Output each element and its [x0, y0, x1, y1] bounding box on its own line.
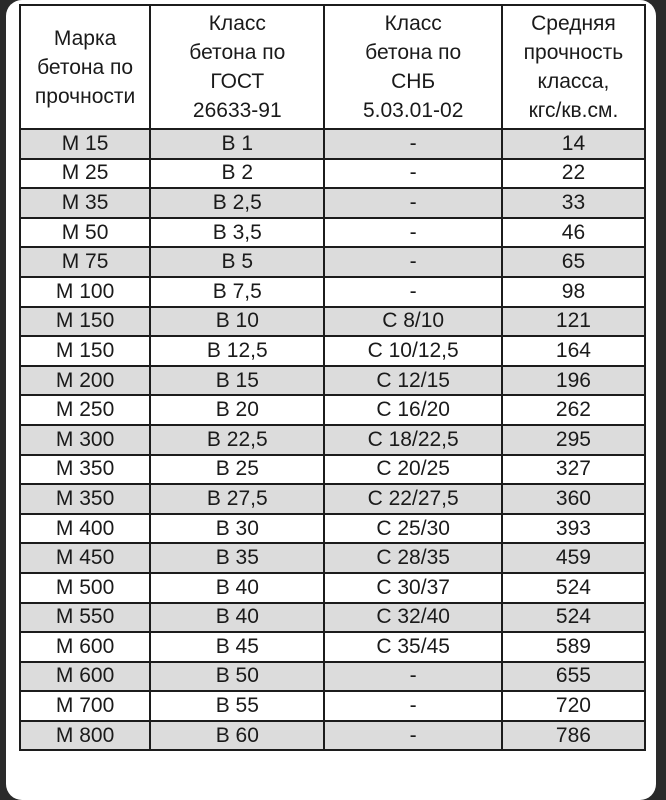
- class-snb-cell: -: [324, 247, 501, 277]
- table-row: [20, 662, 645, 692]
- avg-strength-cell: 589: [502, 632, 645, 662]
- class-gost-cell: В 60: [150, 721, 324, 751]
- avg-strength-cell: 196: [502, 366, 645, 396]
- header-line: СНБ: [391, 70, 436, 93]
- table-row: [20, 218, 645, 248]
- grade-cell: М 400: [20, 514, 150, 544]
- class-gost-cell: В 45: [150, 632, 324, 662]
- header-line: бетона по: [365, 41, 462, 64]
- class-gost-cell: В 35: [150, 543, 324, 573]
- header-line: прочность: [523, 41, 624, 64]
- class-snb-cell: С 16/20: [324, 395, 501, 425]
- class-gost-cell: В 10: [150, 307, 324, 337]
- header-class-snb: [324, 5, 501, 129]
- header-line: кгс/кв.см.: [528, 99, 619, 122]
- table-row: [20, 159, 645, 189]
- grade-cell: М 450: [20, 543, 150, 573]
- avg-strength-cell: 295: [502, 425, 645, 455]
- table-row: [20, 721, 645, 751]
- avg-strength-cell: 459: [502, 543, 645, 573]
- table-header: [20, 5, 645, 129]
- class-snb-cell: -: [324, 129, 501, 159]
- table-row: [20, 247, 645, 277]
- avg-strength-cell: 655: [502, 662, 645, 692]
- grade-cell: М 75: [20, 247, 150, 277]
- table-row: [20, 425, 645, 455]
- table-row: [20, 632, 645, 662]
- grade-cell: М 35: [20, 188, 150, 218]
- class-gost-cell: В 7,5: [150, 277, 324, 307]
- header-line: ГОСТ: [210, 70, 265, 93]
- header-class-gost: [150, 5, 324, 129]
- avg-strength-cell: 720: [502, 691, 645, 721]
- header-avg-strength: [502, 5, 645, 129]
- class-snb-cell: С 22/27,5: [324, 484, 501, 514]
- header-line: бетона по: [37, 55, 134, 79]
- table-row: [20, 366, 645, 396]
- grade-cell: М 800: [20, 721, 150, 751]
- grade-cell: М 150: [20, 307, 150, 337]
- avg-strength-cell: 65: [502, 247, 645, 277]
- class-gost-cell: В 12,5: [150, 336, 324, 366]
- grade-cell: М 600: [20, 662, 150, 692]
- avg-strength-cell: 524: [502, 603, 645, 633]
- avg-strength-cell: 262: [502, 395, 645, 425]
- class-gost-cell: В 15: [150, 366, 324, 396]
- class-snb-cell: С 32/40: [324, 603, 501, 633]
- table-row: [20, 129, 645, 159]
- class-gost-cell: В 50: [150, 662, 324, 692]
- header-line: класса,: [537, 70, 610, 93]
- class-snb-cell: С 25/30: [324, 514, 501, 544]
- header-line: прочности: [34, 84, 136, 108]
- grade-cell: М 550: [20, 603, 150, 633]
- class-gost-cell: В 5: [150, 247, 324, 277]
- header-grade: [20, 5, 150, 129]
- class-snb-cell: -: [324, 277, 501, 307]
- grade-cell: М 100: [20, 277, 150, 307]
- class-snb-cell: С 28/35: [324, 543, 501, 573]
- class-snb-cell: -: [324, 188, 501, 218]
- class-gost-cell: В 2: [150, 159, 324, 189]
- class-gost-cell: В 25: [150, 455, 324, 485]
- table-body: [20, 129, 645, 750]
- grade-cell: М 350: [20, 455, 150, 485]
- table-row: [20, 691, 645, 721]
- avg-strength-cell: 327: [502, 455, 645, 485]
- class-gost-cell: В 3,5: [150, 218, 324, 248]
- class-snb-cell: -: [324, 721, 501, 751]
- class-gost-cell: В 40: [150, 573, 324, 603]
- table-row: [20, 307, 645, 337]
- document-frame: [6, 0, 656, 800]
- avg-strength-cell: 46: [502, 218, 645, 248]
- avg-strength-cell: 33: [502, 188, 645, 218]
- class-gost-cell: В 22,5: [150, 425, 324, 455]
- header-line: Марка: [53, 26, 117, 50]
- table-row: [20, 514, 645, 544]
- grade-cell: М 300: [20, 425, 150, 455]
- header-line: 5.03.01-02: [362, 99, 464, 122]
- table-row: [20, 395, 645, 425]
- class-snb-cell: С 12/15: [324, 366, 501, 396]
- table-row: [20, 455, 645, 485]
- table-row: [20, 543, 645, 573]
- class-snb-cell: -: [324, 218, 501, 248]
- header-line: Класс: [384, 12, 442, 35]
- header-row: [20, 5, 645, 129]
- grade-cell: М 350: [20, 484, 150, 514]
- grade-cell: М 250: [20, 395, 150, 425]
- grade-cell: М 700: [20, 691, 150, 721]
- grade-cell: М 25: [20, 159, 150, 189]
- class-snb-cell: С 18/22,5: [324, 425, 501, 455]
- concrete-grade-table: [19, 4, 646, 751]
- class-gost-cell: В 20: [150, 395, 324, 425]
- avg-strength-cell: 360: [502, 484, 645, 514]
- avg-strength-cell: 786: [502, 721, 645, 751]
- class-gost-cell: В 30: [150, 514, 324, 544]
- header-line: Средняя: [531, 12, 616, 35]
- avg-strength-cell: 164: [502, 336, 645, 366]
- grade-cell: М 500: [20, 573, 150, 603]
- avg-strength-cell: 14: [502, 129, 645, 159]
- grade-cell: М 50: [20, 218, 150, 248]
- avg-strength-cell: 121: [502, 307, 645, 337]
- class-gost-cell: В 2,5: [150, 188, 324, 218]
- class-snb-cell: -: [324, 691, 501, 721]
- class-snb-cell: С 35/45: [324, 632, 501, 662]
- class-gost-cell: В 27,5: [150, 484, 324, 514]
- class-snb-cell: С 8/10: [324, 307, 501, 337]
- class-gost-cell: В 55: [150, 691, 324, 721]
- class-snb-cell: С 20/25: [324, 455, 501, 485]
- class-snb-cell: С 10/12,5: [324, 336, 501, 366]
- table-row: [20, 188, 645, 218]
- class-snb-cell: -: [324, 662, 501, 692]
- avg-strength-cell: 98: [502, 277, 645, 307]
- table-row: [20, 603, 645, 633]
- grade-cell: М 600: [20, 632, 150, 662]
- grade-cell: М 150: [20, 336, 150, 366]
- class-snb-cell: С 30/37: [324, 573, 501, 603]
- avg-strength-cell: 393: [502, 514, 645, 544]
- grade-cell: М 200: [20, 366, 150, 396]
- header-line: Класс: [208, 12, 266, 35]
- class-gost-cell: В 40: [150, 603, 324, 633]
- class-snb-cell: -: [324, 159, 501, 189]
- header-line: бетона по: [189, 41, 286, 64]
- table-row: [20, 484, 645, 514]
- table-row: [20, 573, 645, 603]
- class-gost-cell: В 1: [150, 129, 324, 159]
- table-row: [20, 336, 645, 366]
- table-row: [20, 277, 645, 307]
- header-line: 26633-91: [192, 99, 282, 122]
- grade-cell: М 15: [20, 129, 150, 159]
- avg-strength-cell: 22: [502, 159, 645, 189]
- avg-strength-cell: 524: [502, 573, 645, 603]
